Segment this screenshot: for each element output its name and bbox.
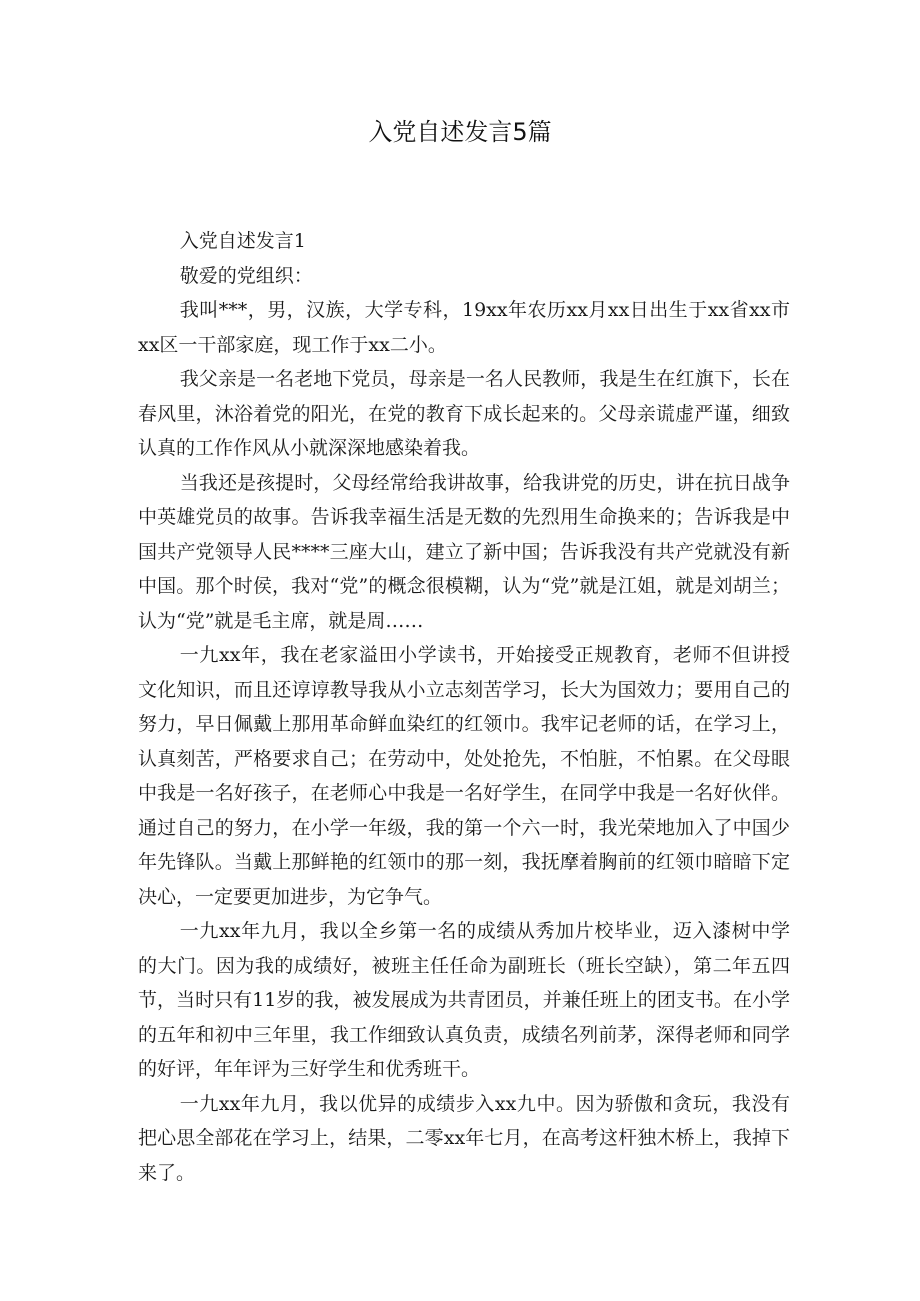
paragraph-2: 我父亲是一名老地下党员，母亲是一名人民教师，我是生在红旗下，长在春风里，沐浴着党的阳光，在党的教育下成长起来的。父母亲谎虚严谨，细致认真的工作作风从小就深深地感染着我。 xyxy=(138,368,790,459)
paragraph-3: 当我还是孩提时，父母经常给我讲故事，给我讲党的历史，讲在抗日战争中英雄党员的故事。告诉我幸福生活是无数的先烈用生命换来的；告诉我是中国共产党领导人民****三座大山，建立了新中国；告诉我没有共产党就没有新中国。那个时侯，我对“党”的概念很模糊，认为“党”就是江姐，就是刘胡兰；认为“党”就是毛主席，就是周…… xyxy=(138,471,790,632)
paragraph-1: 我叫***，男，汉族，大学专科，19xx年农历xx月xx日出生于xx省xx市xx区一干部家庭，现工作于xx二小。 xyxy=(138,299,790,356)
paragraph-5: 一九xx年九月，我以全乡第一名的成绩从秀加片校毕业，迈入漆树中学的大门。因为我的成绩好，被班主任任命为副班长（班长空缺），第二年五四节，当时只有11岁的我，被发展成为共青团员，并兼任班上的团支书。在小学的五年和初中三年里，我工作细致认真负责，成绩名列前茅，深得老师和同学的好评，年年评为三好学生和优秀班干。 xyxy=(138,920,790,1080)
paragraph-4: 一九xx年，我在老家溢田小学读书，开始接受正规教育，老师不但讲授文化知识，而且还谆谆教导我从小立志刻苦学习，长大为国效力；要用自己的努力，早日佩戴上那用革命鲜血染红的红领巾。我牢记老师的话，在学习上，认真刻苦，严格要求自己；在劳动中，处处抢先，不怕脏，不怕累。在父母眼中我是一名好孩子，在老师心中我是一名好学生，在同学中我是一名好伙伴。通过自己的努力，在小学一年级，我的第一个六一时，我光荣地加入了中国少年先锋队。当戴上那鲜艳的红领巾的那一刻，我抚摩着胸前的红领巾暗暗下定决心，一定要更加进步，为它争气。 xyxy=(138,644,790,908)
document-title: 入党自述发言5篇 xyxy=(368,118,552,146)
salutation: 敬爱的党组织： xyxy=(179,264,313,287)
section-heading: 入党自述发言1 xyxy=(179,230,306,252)
document-body xyxy=(138,224,790,1190)
paragraph-6: 一九xx年九月，我以优异的成绩步入xx九中。因为骄傲和贪玩，我没有把心思全部花在学习上，结果，二零xx年七月，在高考这杆独木桥上，我掉下来了。 xyxy=(138,1092,790,1184)
